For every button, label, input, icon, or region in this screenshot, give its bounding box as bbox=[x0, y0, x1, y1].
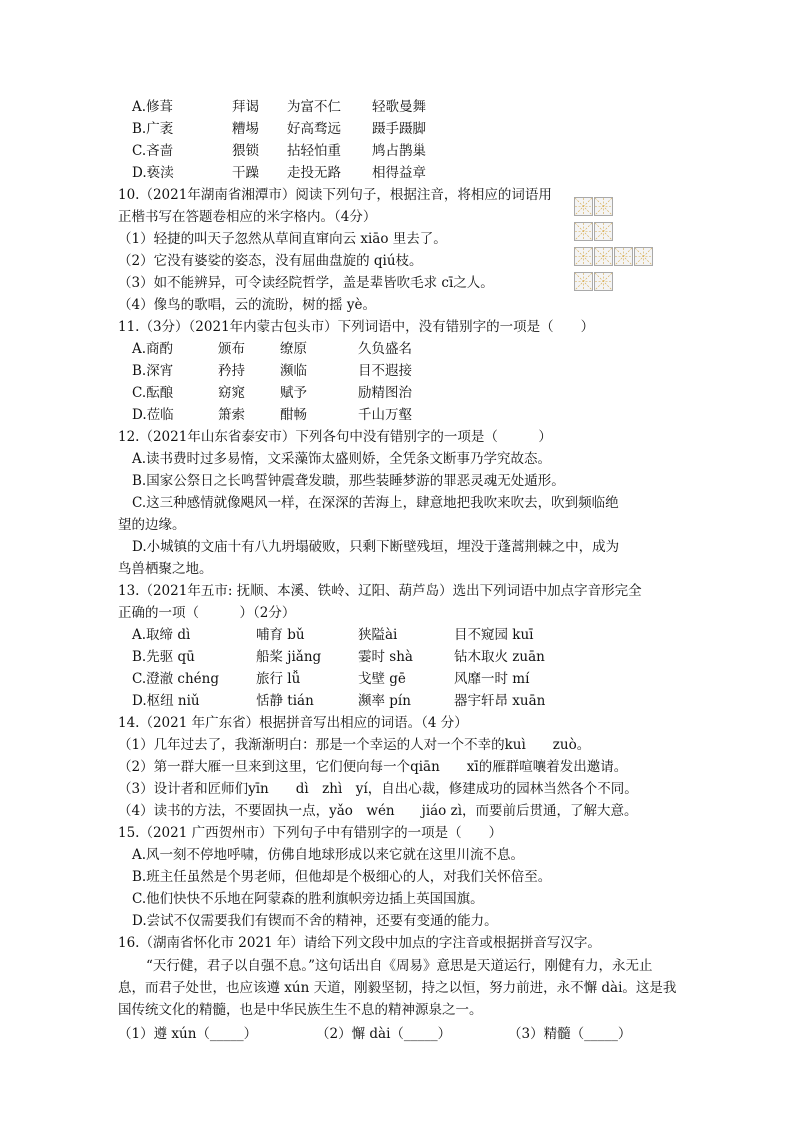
word: 走投无路 bbox=[287, 165, 341, 181]
word: 猥锁 bbox=[232, 143, 259, 159]
option-label: A.取缔 dì bbox=[132, 627, 191, 643]
q16-passage: “天行健，君子以自强不息。”这句话出自《周易》意思是天道运行，刚健有力，永无止息，而君子处世，也应该遵 xún 天道，刚毅坚韧，持之以恒，努力前进，永不懈 dài。这是我国传统文化的精髓，也是中华民族生生不息的精神源泉之一。 bbox=[118, 958, 677, 1018]
word: 拜谒 bbox=[232, 99, 259, 115]
word: 恬静 tián bbox=[256, 693, 314, 709]
option-label: A.修葺 bbox=[132, 99, 174, 115]
q15-option-c: C.他们快快不乐地在阿蒙森的胜利旗帜旁边插上英国国旗。 bbox=[132, 891, 484, 907]
word: 相得益章 bbox=[372, 165, 426, 181]
word: 鸠占鹊巢 bbox=[372, 143, 426, 159]
option-label: B.深宵 bbox=[132, 363, 174, 379]
question-stem: 正楷书写在答题卷相应的米字格内。（4分） bbox=[118, 209, 377, 225]
q11-stem: 11.（3分）（2021年内蒙古包头市）下列词语中，没有错别字的一项是（ ） bbox=[118, 319, 595, 335]
word: 千山万壑 bbox=[358, 407, 412, 423]
q14-item-1: （1）几年过去了，我渐渐明白：那是一个幸运的人对一个不幸的kuì zuò。 bbox=[118, 737, 591, 753]
q15-stem: 15.（2021 广西贺州市）下列句子中有错别字的一项是（ ） bbox=[118, 825, 503, 841]
q16-stem: 16.（湖南省怀化市 2021 年）请给下列文段中加点的字注音或根据拼音写汉字。 bbox=[118, 935, 601, 951]
q14-stem: 14.（2021 年广东省）根据拼音写出相应的词语。（4 分） bbox=[118, 715, 468, 731]
blank-1: （1）遵 xún（_____） bbox=[118, 1026, 258, 1042]
word: 蹑手蹑脚 bbox=[372, 121, 426, 137]
word: 船桨 jiǎng bbox=[256, 649, 322, 665]
q10-stem-line1 bbox=[118, 185, 552, 206]
q10-item-4: （4）像鸟的歌唱，云的流盼，树的摇 yè。 bbox=[118, 297, 376, 313]
answer-grid-4 bbox=[574, 272, 614, 291]
word: 缭原 bbox=[280, 341, 307, 357]
word: 旅行 lǚ bbox=[256, 671, 301, 687]
q12-stem: 12.（2021年山东省泰安市）下列各句中没有错别字的一项是（ ） bbox=[118, 429, 552, 445]
q15-option-d: D.尝试不仅需要我们有锲而不舍的精神，还要有变通的能力。 bbox=[132, 913, 498, 929]
answer-grid-1 bbox=[574, 197, 614, 216]
q12-option-c: C.这三种感情就像飓风一样，在深深的苦海上，肆意地把我吹来吹去，吹到频临绝 bbox=[132, 495, 619, 511]
q10-stem-line2 bbox=[118, 207, 376, 228]
option-label: D.枢纽 niǔ bbox=[132, 693, 200, 709]
word: 目不遐接 bbox=[358, 363, 412, 379]
option-label: A.商酌 bbox=[132, 341, 174, 357]
word: 赋予 bbox=[280, 385, 307, 401]
q15-option-a: A.风一刻不停地呼啸，仿佛自地球形成以来它就在这里川流不息。 bbox=[132, 847, 525, 863]
option-label: B.先驱 qū bbox=[132, 649, 195, 665]
word: 器宇轩昂 xuān bbox=[454, 693, 546, 709]
q10-item-2: （2）它没有婆娑的姿态，没有屈曲盘旋的 qiú枝。 bbox=[118, 253, 423, 269]
q12-option-d: D.小城镇的文庙十有八九坍塌破败，只剩下断壁残垣，埋没于蓬蒿荆棘之中，成为 bbox=[132, 539, 620, 555]
q14-item-3: （3）设计者和匠师们yīn dì zhì yí，自出心裁，修建成功的园林当然各个不同。 bbox=[118, 781, 638, 797]
word: 钻木取火 zuān bbox=[454, 649, 545, 665]
word: 濒率 pín bbox=[358, 693, 411, 709]
q14-item-2: （2）第一群大雁一旦来到这里，它们便向每一个qiān xī的雁群喧嚷着发出邀请。 bbox=[118, 759, 628, 775]
word: 霎时 shà bbox=[358, 649, 413, 665]
answer-grid-3 bbox=[574, 247, 654, 266]
word: 轻歌曼舞 bbox=[372, 99, 426, 115]
word: 哺育 bǔ bbox=[256, 627, 305, 643]
word: 糟埸 bbox=[232, 121, 259, 137]
option-label: D.亵渎 bbox=[132, 165, 174, 181]
word: 干躁 bbox=[232, 165, 259, 181]
blank-2: （2）懈 dài（_____） bbox=[316, 1026, 452, 1042]
q15-option-b: B.班主任虽然是个男老师，但他却是个极细心的人，对我们关怀倍至。 bbox=[132, 869, 552, 885]
q12-option-a: A.读书费时过多易惰，文采藻饰太盛则娇，全凭条文断事乃学究故态。 bbox=[132, 451, 552, 467]
q14-item-4: （4）读书的方法，不要固执一点，yǎo wén jiáo zì，而要前后贯通，了解大意。 bbox=[118, 803, 638, 819]
word: 酣畅 bbox=[280, 407, 307, 423]
word: 目不窥园 kuī bbox=[454, 627, 534, 643]
word: 戈壁 gē bbox=[358, 671, 406, 687]
word: 久负盛名 bbox=[358, 341, 412, 357]
word: 濒临 bbox=[280, 363, 307, 379]
option-label: C.澄澈 chéng bbox=[132, 671, 220, 687]
question-stem: 10.（2021年湖南省湘潭市）阅读下列句子，根据注音，将相应的词语用 bbox=[118, 187, 552, 203]
q12-option-d-cont: 鸟兽栖聚之地。 bbox=[118, 561, 213, 577]
answer-grid-2 bbox=[574, 222, 614, 241]
word: 箫索 bbox=[218, 407, 245, 423]
word: 拈轻怕重 bbox=[287, 143, 341, 159]
blank-3: （3）精髓（_____） bbox=[508, 1026, 632, 1042]
word: 励精图治 bbox=[358, 385, 412, 401]
option-label: C.酝酿 bbox=[132, 385, 174, 401]
option-label: B.广袤 bbox=[132, 121, 174, 137]
option-label: C.吝啬 bbox=[132, 143, 174, 159]
option-label: D.莅临 bbox=[132, 407, 174, 423]
q13-stem-line2: 正确的一项（ ）（2分） bbox=[118, 605, 296, 621]
word: 矜持 bbox=[218, 363, 245, 379]
word: 窈窕 bbox=[218, 385, 245, 401]
q10-item-3: （3）如不能辨异，可令读经院哲学，盖是辈皆吹毛求 cī之人。 bbox=[118, 275, 494, 291]
q12-option-b: B.国家公祭日之长鸣誓钟震聋发聩，那些装睡梦游的罪恶灵魂无处遁形。 bbox=[132, 473, 565, 489]
q10-item-1: （1）轻捷的叫天子忽然从草间直窜向云 xiāo 里去了。 bbox=[118, 231, 447, 247]
word: 为富不仁 bbox=[287, 99, 341, 115]
word: 狭隘ài bbox=[358, 627, 398, 643]
word: 颁布 bbox=[218, 341, 245, 357]
word: 风靡一时 mí bbox=[454, 671, 530, 687]
q12-option-c-cont: 望的边缘。 bbox=[118, 517, 186, 533]
q13-stem-line1: 13.（2021年五市: 抚顺、本溪、铁岭、辽阳、葫芦岛）选出下列词语中加点字音形完全 bbox=[118, 583, 642, 599]
word: 好高骛远 bbox=[287, 121, 341, 137]
